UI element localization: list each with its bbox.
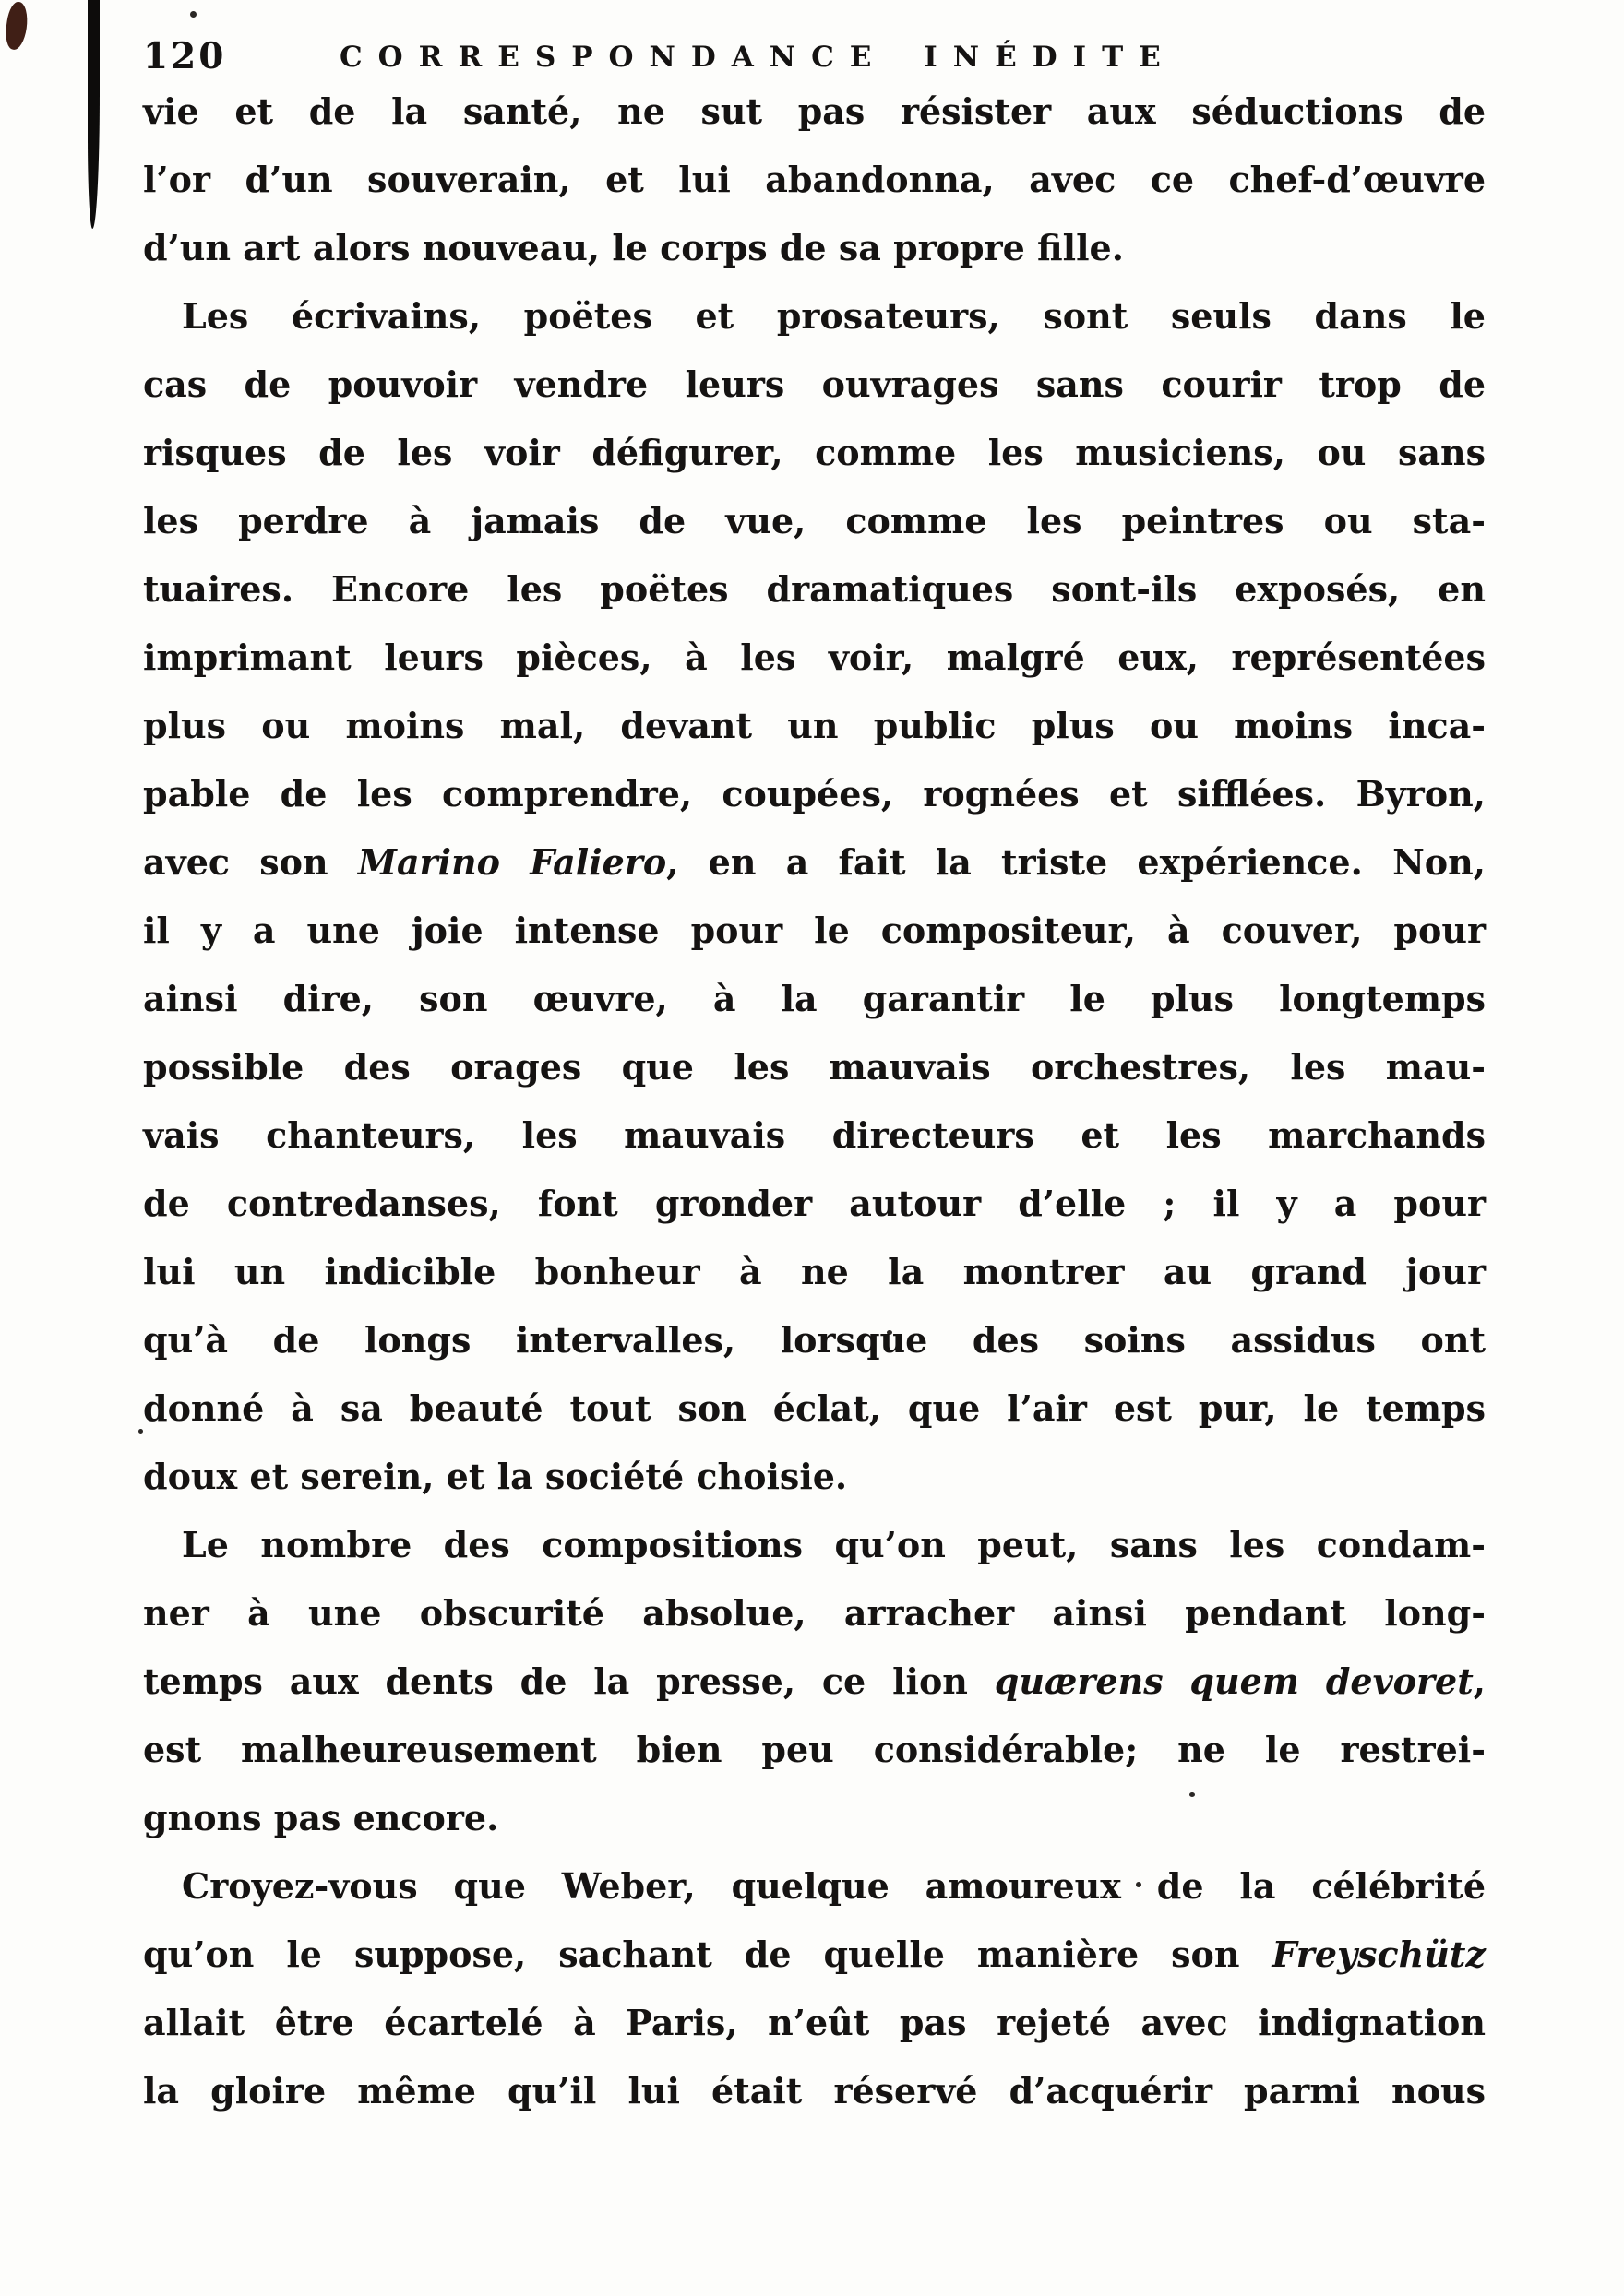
text-line <box>143 419 1486 487</box>
text-line <box>143 1101 1486 1170</box>
text-segment: Les écrivains, poëtes et prosateurs, sont seuls dans le <box>182 295 1486 337</box>
running-header-title: CORRESPONDANCE INÉDITE <box>340 41 1176 74</box>
text-block <box>143 77 1486 2125</box>
text-line <box>143 965 1486 1033</box>
text-segment: vie et de la santé, ne sut pas résister aux séductions de <box>143 90 1486 132</box>
text-segment: , <box>1473 1660 1486 1702</box>
text-segment: risques de les voir défigurer, comme les musiciens, ou sans <box>143 432 1486 473</box>
text-segment: gnons pas encore. <box>143 1797 499 1838</box>
text-segment: d’un art alors nouveau, le corps de sa propre fille. <box>143 227 1124 268</box>
scan-edge-artifact <box>88 0 100 229</box>
text-line <box>143 1443 1486 1511</box>
text-segment: plus ou moins mal, devant un public plus ou moins inca- <box>143 705 1486 746</box>
text-line <box>143 828 1486 897</box>
text-line <box>143 692 1486 760</box>
text-line <box>143 897 1486 965</box>
text-segment: ainsi dire, son œuvre, à la garantir le plus longtemps <box>143 978 1486 1019</box>
text-segment: imprimant leurs pièces, à les voir, malgré eux, représentées <box>143 636 1486 678</box>
text-line <box>143 1238 1486 1306</box>
text-line <box>143 2057 1486 2125</box>
text-line <box>143 146 1486 214</box>
text-line <box>143 760 1486 828</box>
italic-phrase: quærens quem devoret <box>994 1660 1474 1702</box>
text-line <box>143 1579 1486 1648</box>
text-line <box>143 214 1486 282</box>
text-line <box>143 1989 1486 2057</box>
text-segment: pable de les comprendre, coupées, rognées et sifflées. Byron, <box>143 773 1486 815</box>
text-segment: les perdre à jamais de vue, comme les peintres ou sta- <box>143 500 1486 541</box>
text-segment: est malheureusement bien peu considérable; ne le restrei- <box>143 1729 1486 1770</box>
scan-speck <box>190 11 197 18</box>
text-segment: la gloire même qu’il lui était réservé d’acquérir parmi nous <box>143 2070 1486 2112</box>
scan-corner-artifact <box>3 1 30 52</box>
text-segment: cas de pouvoir vendre leurs ouvrages sans courir trop de <box>143 363 1486 405</box>
page-number: 120 <box>143 35 227 77</box>
text-line <box>143 351 1486 419</box>
text-segment: qu’on le suppose, sachant de quelle manière son <box>143 1933 1272 1975</box>
text-line <box>143 1921 1486 1989</box>
text-segment: avec son <box>143 841 358 883</box>
text-line <box>143 1648 1486 1716</box>
text-segment: de contredanses, font gronder autour d’elle ; il y a pour <box>143 1183 1486 1224</box>
text-segment: tuaires. Encore les poëtes dramatiques sont-ils exposés, en <box>143 568 1486 610</box>
text-line <box>143 555 1486 624</box>
text-line <box>143 1033 1486 1101</box>
text-segment: possible des orages que les mauvais orchestres, les mau- <box>143 1046 1486 1088</box>
text-line <box>143 1511 1486 1579</box>
text-segment: allait être écartelé à Paris, n’eût pas rejeté avec indignation <box>143 2002 1486 2043</box>
text-line <box>143 1306 1486 1374</box>
text-line <box>143 1784 1486 1852</box>
text-line <box>143 1716 1486 1784</box>
text-segment: l’or d’un souverain, et lui abandonna, avec ce chef-d’œuvre <box>143 159 1486 200</box>
text-line <box>143 1170 1486 1238</box>
text-segment: Croyez-vous que Weber, quelque amoureux de la célébrité <box>182 1865 1486 1907</box>
text-segment: il y a une joie intense pour le compositeur, à couver, pour <box>143 910 1486 951</box>
text-line <box>143 624 1486 692</box>
text-segment: doux et serein, et la société choisie. <box>143 1456 848 1497</box>
text-segment: temps aux dents de la presse, ce lion <box>143 1660 995 1702</box>
italic-phrase: Freyschütz <box>1272 1933 1486 1975</box>
text-segment: ner à une obscurité absolue, arracher ainsi pendant long- <box>143 1592 1486 1634</box>
italic-phrase: Marino Faliero <box>357 841 667 883</box>
text-segment: qu’à de longs intervalles, lorsque des soins assidus ont <box>143 1319 1486 1361</box>
text-line <box>143 1374 1486 1443</box>
text-segment: Le nombre des compositions qu’on peut, sans les condam- <box>182 1524 1486 1565</box>
text-segment: lui un indicible bonheur à ne la montrer au grand jour <box>143 1251 1486 1292</box>
text-segment: vais chanteurs, les mauvais directeurs et les marchands <box>143 1114 1486 1156</box>
text-line <box>143 77 1486 146</box>
text-segment: donné à sa beauté tout son éclat, que l’air est pur, le temps <box>143 1387 1486 1429</box>
text-line <box>143 487 1486 555</box>
text-line <box>143 1852 1486 1921</box>
text-line <box>143 282 1486 351</box>
text-segment: , en a fait la triste expérience. Non, <box>666 841 1487 883</box>
